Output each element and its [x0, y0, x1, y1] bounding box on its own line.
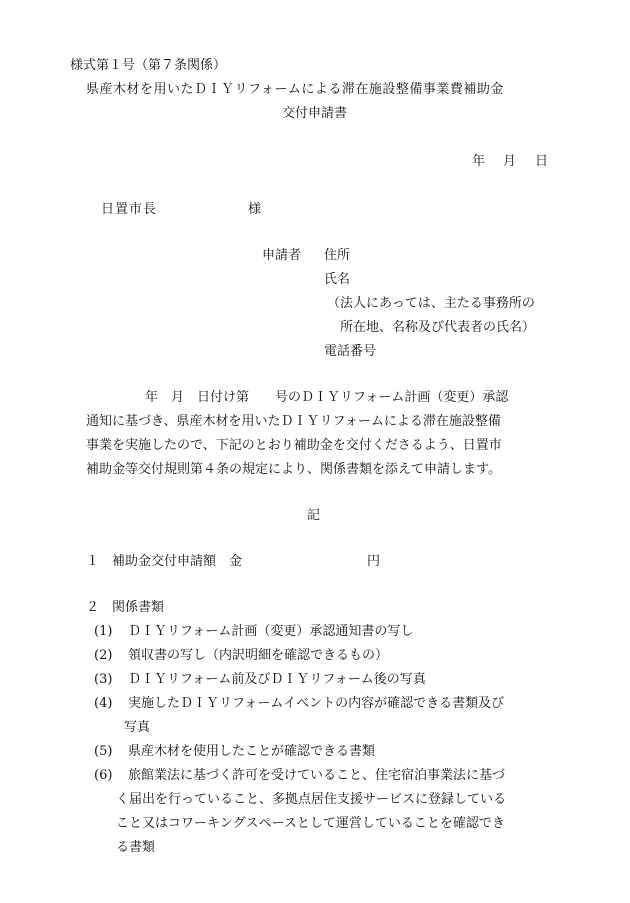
section2-heading: ２ 関係書類: [86, 600, 165, 615]
ki-heading: 記: [307, 508, 321, 523]
item-1-text: ＤＩＹリフォーム計画（変更）承認通知書の写し: [128, 624, 414, 639]
item-2-text: 領収書の写し（内訳明細を確認できるもの）: [128, 648, 389, 663]
applicant-corp-note-2: 所在地、名称及び代表者の氏名）: [340, 320, 536, 335]
date-year: 年: [472, 154, 486, 169]
item-4-text: 実施したＤＩＹリフォームイベントの内容が確認できる書類及び: [128, 696, 505, 711]
body-line-1: 年 月 日付け第 号のＤＩＹリフォーム計画（変更）承認: [145, 390, 509, 405]
applicant-label: 申請者: [262, 248, 302, 263]
item-4-number: (4): [94, 696, 113, 711]
item-3-text: ＤＩＹリフォーム前及びＤＩＹリフォーム後の写真: [128, 672, 426, 687]
item-6-text: 旅館業法に基づく許可を受けていること、住宅宿泊事業法に基づ: [128, 768, 506, 783]
body-line-4: 補助金等交付規則第４条の規定により、関係書類を添えて申請します。: [86, 462, 501, 477]
addressee-honorific: 様: [248, 202, 262, 217]
item-1-number: (1): [94, 624, 113, 639]
applicant-address-label: 住所: [324, 248, 351, 263]
section1-unit: 円: [367, 554, 381, 569]
item-2-number: (2): [94, 648, 113, 663]
item-6-text-cont-2: こと又はコワーキングスペースとして運営していることを確認でき: [116, 816, 505, 831]
item-6-text-cont-1: く届出を行っていること、多拠点居住支援サービスに登録している: [116, 792, 507, 807]
form-number: 様式第１号（第７条関係）: [70, 58, 227, 73]
item-3-number: (3): [94, 672, 113, 687]
item-6-text-cont-3: る書類: [116, 840, 156, 855]
document-subtitle: 交付申請書: [282, 106, 348, 121]
document-title: 県産木材を用いたＤＩＹリフォームによる滞在施設整備事業費補助金: [86, 82, 504, 97]
item-5-number: (5): [94, 744, 113, 759]
date-month: 月: [503, 154, 517, 169]
addressee-name: 日置市長: [101, 202, 158, 217]
applicant-name-label: 氏名: [324, 272, 351, 287]
item-4-text-cont: 写真: [124, 720, 151, 735]
body-line-3: 事業を実施したので、下記のとおり補助金を交付くださるよう、日置市: [86, 438, 502, 453]
section1-label: １ 補助金交付申請額 金: [86, 554, 243, 569]
item-5-text: 県産木材を使用したことが確認できる書類: [128, 744, 376, 759]
item-6-number: (6): [94, 768, 113, 783]
date-day: 日: [535, 154, 549, 169]
applicant-phone-label: 電話番号: [324, 344, 377, 359]
applicant-corp-note-1: （法人にあっては、主たる事務所の: [327, 296, 535, 311]
body-line-2: 通知に基づき、県産木材を用いたＤＩＹリフォームによる滞在施設整備: [86, 414, 501, 429]
